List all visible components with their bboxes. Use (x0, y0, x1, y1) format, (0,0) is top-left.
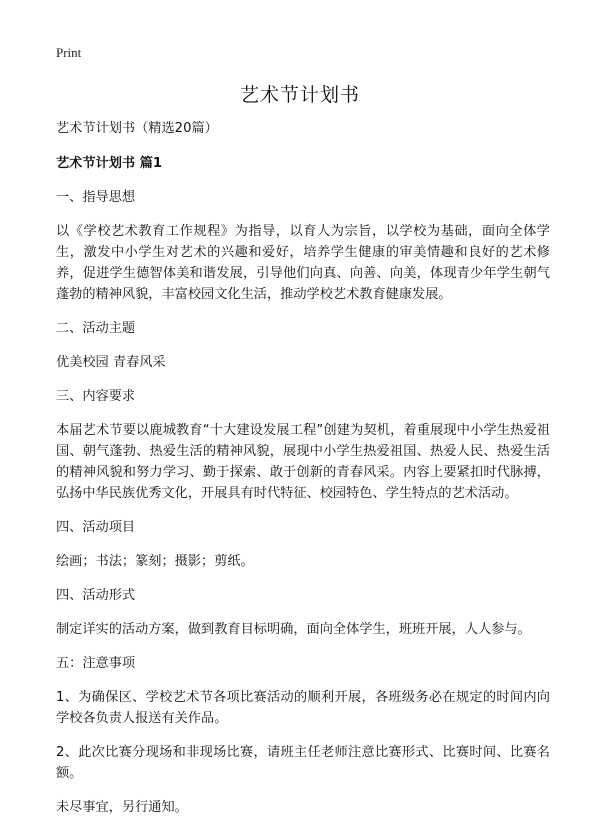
section-body-activity-form: 制定详实的活动方案，做到教育目标明确，面向全体学生，班班开展，人人参与。 (56, 622, 531, 637)
section-body-guiding-ideology: 以《学校艺术教育工作规程》为指导，以育人为宗旨，以学校为基础，面向全体学生，激发中小学生对艺术的兴趣和爱好，培养学生健康的审美情趣和良好的艺术修养，促进学生德智体美和谐发展，引导他们向真、向善、向美，体现青少年学生朝气蓬勃的精神风貌，丰富校园文化生活，推动学校艺术教育健康发展。 (56, 224, 550, 302)
document-subtitle: 艺术节计划书（精选20篇） (56, 121, 218, 136)
section-heading-guiding-ideology: 一、指导思想 (56, 190, 136, 205)
document-content (56, 118, 550, 831)
section-heading-activity-items: 四、活动项目 (56, 520, 136, 535)
section-heading-content-requirements: 三、内容要求 (56, 389, 136, 404)
section-body-theme: 优美校园 青春风采 (56, 355, 166, 370)
closing-note: 未尽事宜，另行通知。 (56, 800, 188, 815)
section-heading-notes: 五：注意事项 (56, 656, 136, 671)
section-body-notes-2: 2、此次比赛分现场和非现场比赛，请班主任老师注意比赛形式、比赛时间、比赛名额。 (56, 745, 550, 781)
section-heading-activity-form: 四、活动形式 (56, 588, 136, 603)
section-body-content-requirements: 本届艺术节要以鹿城教育“十大建设发展工程”创建为契机，着重展现中小学生热爱祖国、朝气蓬勃、热爱生活的精神风貌，展现中小学生热爱祖国、热爱人民、热爱生活的精神风貌和努力学习、勤于探索、敢于创新的青春风采。内容上要紧扣时代脉搏，弘扬中华民族优秀文化，开展具有时代特征、校园特色、学生特点的艺术活动。 (56, 423, 550, 501)
print-link[interactable]: Print (56, 45, 82, 60)
section-heading-theme: 二、活动主题 (56, 321, 136, 336)
section-body-activity-items: 绘画；书法；篆刻；摄影；剪纸。 (56, 554, 254, 569)
section-body-notes-1: 1、为确保区、学校艺术节各项比赛活动的顺利开展，各班级务必在规定的时间内向学校各负责人报送有关作品。 (56, 690, 550, 726)
article-heading: 艺术节计划书 篇1 (56, 156, 163, 171)
document-title: 艺术节计划书 (239, 84, 360, 106)
